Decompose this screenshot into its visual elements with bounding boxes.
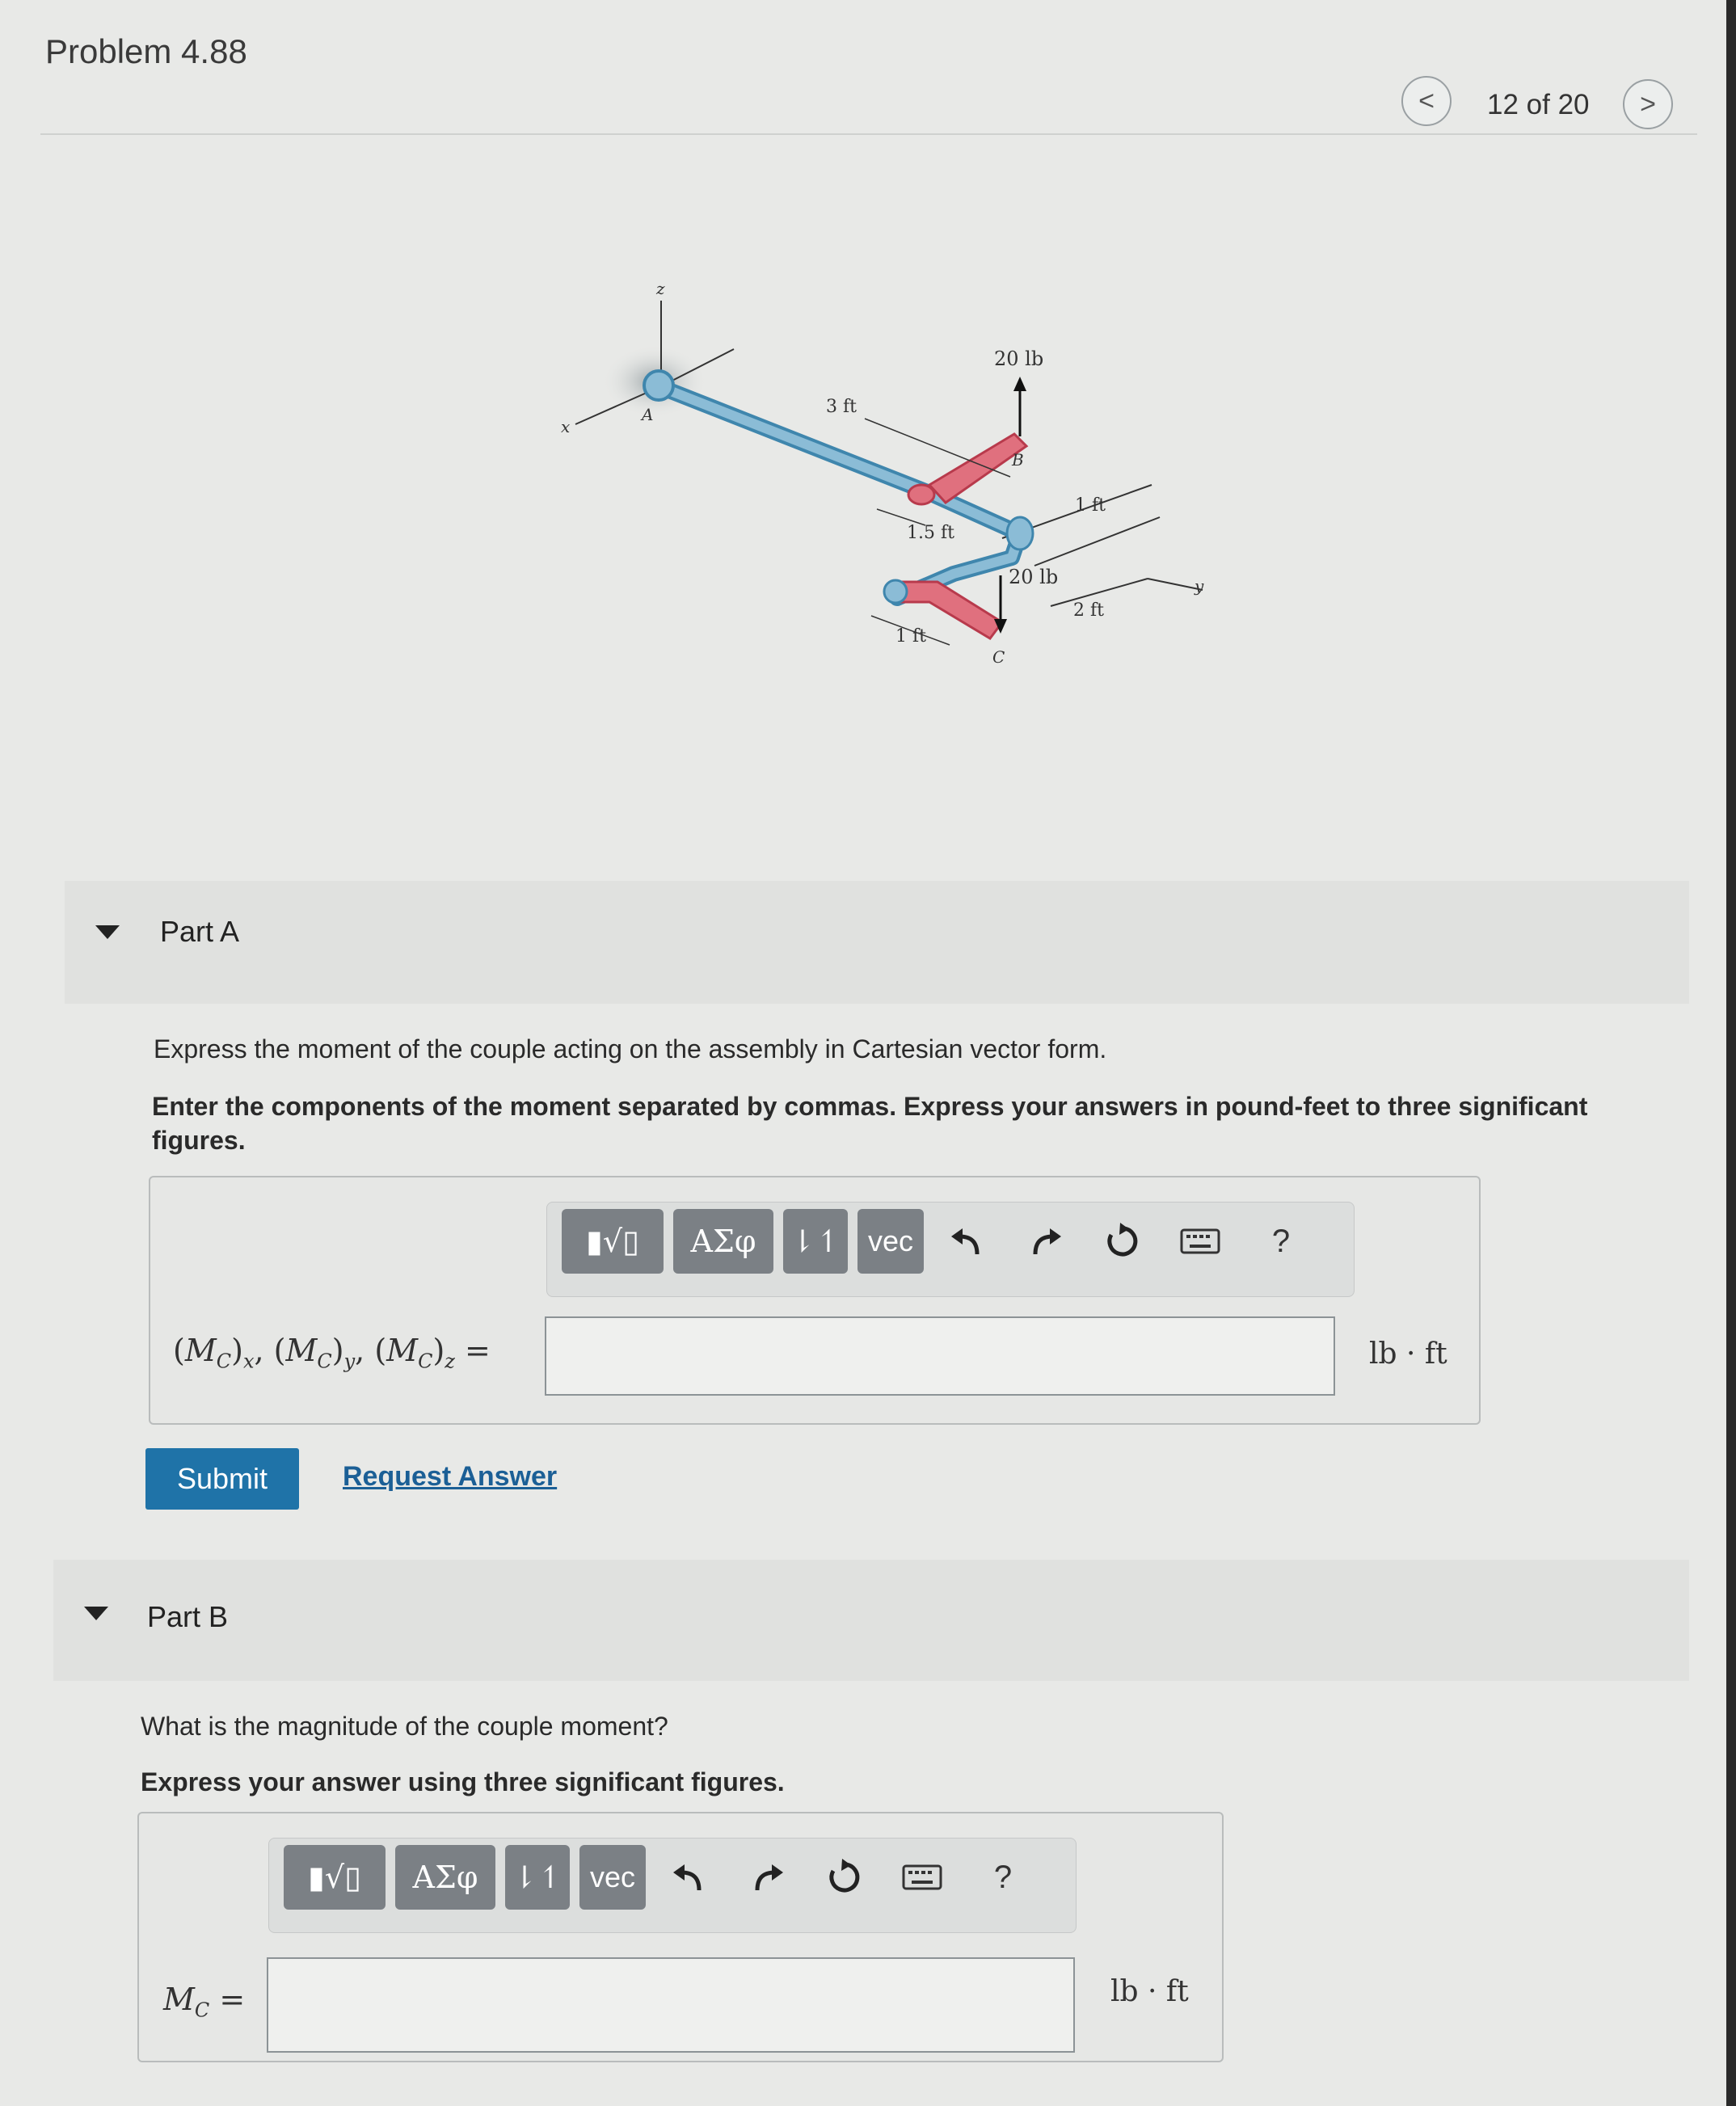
next-problem-button[interactable] — [1623, 79, 1673, 129]
handle-c-cap — [884, 580, 907, 603]
part-b-instruction: Express your answer using three significant figures. — [141, 1767, 785, 1796]
label-dim-1ft-top: 1 ft — [1075, 495, 1106, 516]
problem-title: Problem 4.88 — [45, 32, 247, 70]
caret-down-icon — [84, 1607, 108, 1620]
part-a-label: Part A — [160, 915, 240, 948]
help-icon[interactable]: ? — [1271, 1223, 1291, 1259]
label-dim-2ft: 2 ft — [1073, 600, 1104, 621]
keyboard-icon[interactable] — [1178, 1217, 1223, 1266]
help-icon[interactable]: ? — [993, 1859, 1013, 1895]
greek-symbols-button[interactable]: ΑΣφ — [673, 1209, 773, 1274]
request-answer-link[interactable]: Request Answer — [343, 1461, 558, 1492]
part-a-answer-box — [149, 1176, 1481, 1425]
part-b-math-toolbar — [268, 1838, 1077, 1933]
arrows-button[interactable]: ⇂↿ — [783, 1209, 848, 1274]
label-dim-15ft: 1.5 ft — [907, 523, 954, 543]
part-a-instruction-line2: figures. — [152, 1126, 246, 1155]
caret-down-icon — [95, 925, 120, 939]
label-point-b: B — [1012, 450, 1024, 470]
reset-icon[interactable] — [822, 1853, 867, 1902]
vec-button[interactable]: vec — [857, 1209, 924, 1274]
screen-bezel-edge — [1726, 0, 1736, 2106]
joint-collar — [1007, 517, 1033, 550]
rod-main — [659, 386, 929, 493]
part-a-math-toolbar — [546, 1202, 1355, 1297]
undo-icon[interactable] — [943, 1217, 988, 1266]
label-axis-z: z — [656, 279, 665, 298]
part-b-answer-input[interactable] — [267, 1957, 1075, 2053]
y-axis-line-1 — [1034, 517, 1160, 566]
chevron-left-icon: < — [1418, 85, 1435, 116]
part-a-answer-input[interactable] — [545, 1316, 1335, 1396]
templates-button[interactable]: ▮√▯ — [284, 1845, 386, 1910]
arrows-button[interactable]: ⇂↿ — [505, 1845, 570, 1910]
header-divider — [40, 133, 1697, 135]
label-point-a: A — [642, 405, 654, 424]
redo-icon[interactable] — [1024, 1217, 1069, 1266]
part-b-prompt: What is the magnitude of the couple moment? — [141, 1712, 668, 1741]
undo-icon[interactable] — [665, 1853, 710, 1902]
submit-button[interactable]: Submit — [145, 1448, 299, 1510]
bearing-a — [644, 371, 673, 400]
part-a-instruction — [152, 1089, 1688, 1157]
label-point-c: C — [992, 647, 1005, 667]
label-dim-3ft: 3 ft — [826, 397, 857, 417]
keyboard-icon[interactable] — [900, 1853, 945, 1902]
label-dim-1ft-bottom: 1 ft — [895, 626, 926, 647]
part-b-unit: lb · ft — [1110, 1975, 1189, 2008]
problem-pager-text: 12 of 20 — [1487, 89, 1590, 120]
redo-icon[interactable] — [746, 1853, 791, 1902]
reset-icon[interactable] — [1100, 1217, 1145, 1266]
label-force-top: 20 lb — [994, 347, 1044, 370]
part-a-instruction-line1: Enter the components of the moment separated by commas. Express your answers in pound-feet to three significant — [152, 1092, 1588, 1121]
handle-b-grip — [908, 485, 934, 504]
templates-button[interactable]: ▮√▯ — [562, 1209, 664, 1274]
label-axis-y: y — [1195, 576, 1204, 596]
part-a-input-label: $(M_C)_x$, $(M_C)_y$, $(M_C)_z$ = — [173, 1333, 491, 1373]
label-axis-x: x — [561, 417, 571, 436]
part-b-answer-box — [137, 1812, 1224, 2062]
label-force-mid: 20 lb — [1009, 566, 1059, 588]
prev-problem-button[interactable] — [1401, 76, 1452, 126]
vec-button[interactable]: vec — [579, 1845, 646, 1910]
part-a-prompt: Express the moment of the couple acting on the assembly in Cartesian vector form. — [154, 1034, 1107, 1064]
force-arrow-up-head — [1013, 377, 1026, 391]
part-a-header[interactable] — [65, 881, 1689, 1004]
part-b-header[interactable] — [53, 1560, 1689, 1681]
greek-symbols-button[interactable]: ΑΣφ — [395, 1845, 495, 1910]
chevron-right-icon: > — [1640, 88, 1656, 120]
part-b-input-label: $M_C$ = — [163, 1982, 246, 2022]
part-b-label: Part B — [147, 1600, 229, 1633]
assembly-figure — [550, 267, 1228, 671]
part-a-unit: lb · ft — [1369, 1337, 1447, 1371]
